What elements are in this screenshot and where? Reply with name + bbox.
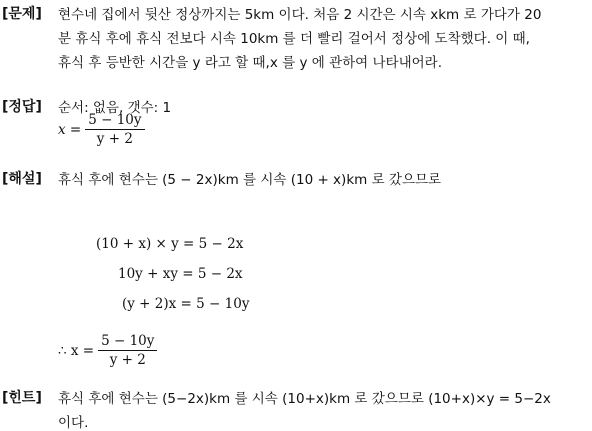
- solution-line-1: 휴식 후에 현수는 (5 − 2x)km 를 시속 (10 + x)km 로 갔으므로: [58, 172, 442, 188]
- answer-label: [정답]: [2, 99, 42, 115]
- answer-denominator: y + 2: [96, 131, 133, 147]
- answer-formula: [58, 112, 145, 147]
- problem-line-3: 휴식 후 등반한 시간을 y 라고 할 때,x 를 y 에 관하여 나타내어라.: [58, 55, 442, 71]
- hint-label: [힌트]: [2, 390, 42, 406]
- solution-numerator: 5 − 10y: [98, 333, 157, 351]
- solution-eq-1: (10 + x) × y = 5 − 2x: [96, 236, 244, 252]
- problem-line-1: 현수네 집에서 뒷산 정상까지는 5km 이다. 처음 2 시간은 시속 xkm 로 가다가 20: [58, 7, 542, 23]
- hint-line-1: 휴식 후에 현수는 (5−2x)km 를 시속 (10+x)km 로 갔으므로 (10+x)×y = 5−2x: [58, 391, 551, 407]
- answer-numerator: 5 − 10y: [85, 112, 144, 130]
- solution-eq-2: 10y + xy = 5 − 2x: [118, 266, 243, 282]
- solution-denominator: y + 2: [109, 352, 146, 368]
- solution-conclusion: [58, 333, 157, 368]
- solution-label: [해설]: [2, 171, 42, 187]
- solution-therefore: ∴ x =: [58, 342, 95, 359]
- solution-fraction: [98, 333, 157, 368]
- solution-eq-3: (y + 2)x = 5 − 10y: [122, 296, 250, 312]
- problem-label: [문제]: [2, 6, 42, 22]
- hint-line-2: 이다.: [58, 415, 89, 431]
- answer-lhs: x =: [58, 121, 82, 138]
- problem-line-2: 분 휴식 후에 휴식 전보다 시속 10km 를 더 빨리 걸어서 정상에 도착했다. 이 때,: [58, 31, 530, 47]
- answer-fraction: [85, 112, 144, 147]
- answer-meta: 순서: 없음, 갯수: 1: [58, 100, 172, 116]
